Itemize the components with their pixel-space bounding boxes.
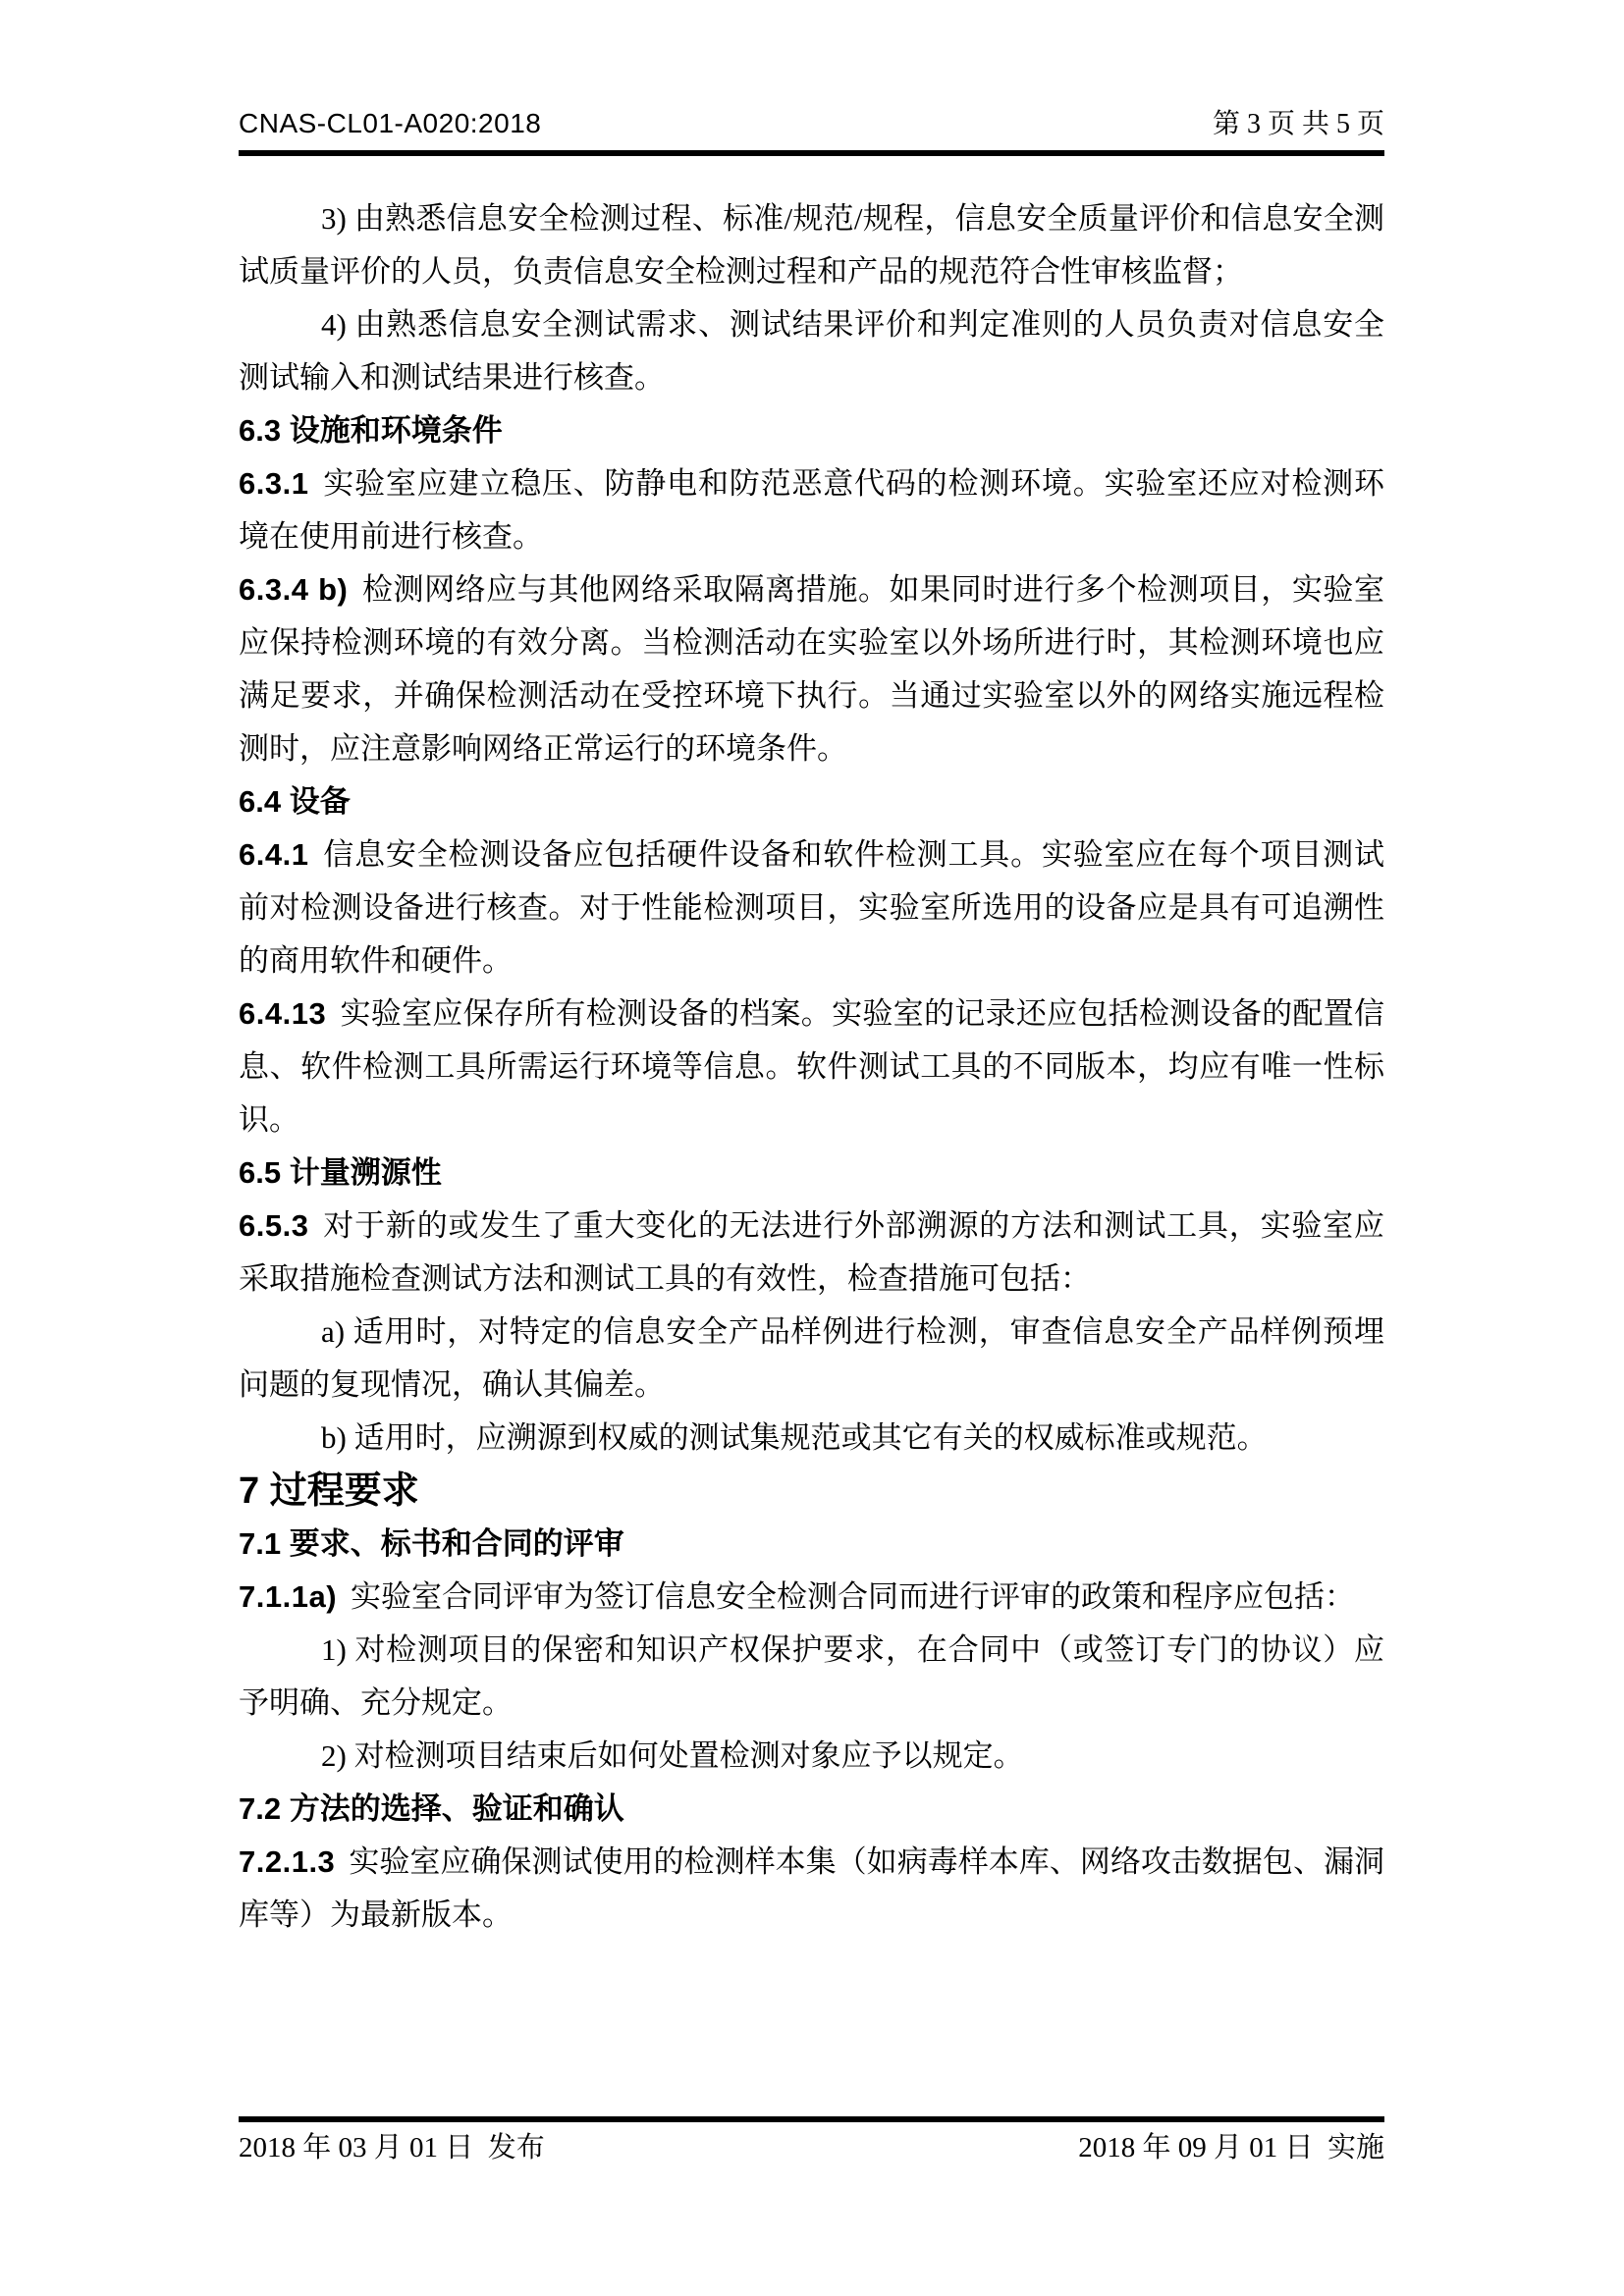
- section-heading-6-4: 6.4 设备: [239, 784, 351, 819]
- list-item-3: 3) 由熟悉信息安全检测过程、标准/规范/规程，信息安全质量评价和信息安全测试质量评价的人员，负责信息安全检测过程和产品的规范符合性审核监督；: [239, 201, 1384, 289]
- implement-date: 2018 年 09 月 01 日 实施: [1078, 2132, 1384, 2163]
- clause-number-6-4-13: 6.4.13: [239, 996, 327, 1031]
- clause-text-6-4-13: 实验室应保存所有检测设备的档案。实验室的记录还应包括检测设备的配置信息、软件检测工具所需运行环境等信息。软件测试工具的不同版本，均应有唯一性标识。: [239, 996, 1384, 1137]
- clause-text-6-4-1: 信息安全检测设备应包括硬件设备和软件检测工具。实验室应在每个项目测试前对检测设备进行核查。对于性能检测项目，实验室所选用的设备应是具有可追溯性的商用软件和硬件。: [239, 837, 1384, 978]
- section-heading-7-1: 7.1 要求、标书和合同的评审: [239, 1526, 624, 1561]
- clause-6-3-4b: [239, 563, 1384, 775]
- header-rule: [239, 150, 1384, 156]
- clause-number-7-1-1a: 7.1.1a): [239, 1579, 338, 1614]
- page-header: [239, 106, 1384, 142]
- clause-number-6-3-1: 6.3.1: [239, 466, 309, 501]
- clause-6-4-13: [239, 988, 1384, 1147]
- footer-rule: [239, 2116, 1384, 2122]
- clause-7-1-1a: [239, 1571, 1384, 1624]
- page-number-indicator: 第 3 页 共 5 页: [1212, 109, 1384, 139]
- clause-text-6-5-3: 对于新的或发生了重大变化的无法进行外部溯源的方法和测试工具，实验室应采取措施检查测试方法和测试工具的有效性，检查措施可包括：: [239, 1208, 1384, 1296]
- list-item-a: a) 适用时，对特定的信息安全产品样例进行检测，审查信息安全产品样例预埋问题的复现情况，确认其偏差。: [239, 1314, 1384, 1402]
- clause-6-3-1: [239, 457, 1384, 563]
- clause-text-7-1-1a: 实验室合同评审为签订信息安全检测合同而进行评审的政策和程序应包括：: [351, 1579, 1356, 1614]
- list-item-4: 4) 由熟悉信息安全测试需求、测试结果评价和判定准则的人员负责对信息安全测试输入和测试结果进行核查。: [239, 307, 1384, 395]
- list-item-1: 1) 对检测项目的保密和知识产权保护要求，在合同中（或签订专门的协议）应予明确、充分规定。: [239, 1632, 1384, 1720]
- clause-6-4-1: [239, 828, 1384, 988]
- clause-number-7-2-1-3: 7.2.1.3: [239, 1844, 336, 1879]
- clause-text-6-3-4b: 检测网络应与其他网络采取隔离措施。如果同时进行多个检测项目，实验室应保持检测环境的有效分离。当检测活动在实验室以外场所进行时，其检测环境也应满足要求，并确保检测活动在受控环境下执行。当通过实验室以外的网络实施远程检测时，应注意影响网络正常运行的环境条件。: [239, 572, 1384, 766]
- clause-6-5-3: [239, 1200, 1384, 1306]
- clause-number-6-4-1: 6.4.1: [239, 837, 309, 872]
- clause-text-6-3-1: 实验室应建立稳压、防静电和防范恶意代码的检测环境。实验室还应对检测环境在使用前进行核查。: [239, 466, 1384, 554]
- clause-number-6-5-3: 6.5.3: [239, 1208, 309, 1243]
- list-item-2: 2) 对检测项目结束后如何处置检测对象应予以规定。: [321, 1738, 1024, 1773]
- page-footer: [239, 2128, 1384, 2167]
- clause-number-6-3-4b: 6.3.4 b): [239, 572, 349, 607]
- section-heading-6-5: 6.5 计量溯源性: [239, 1155, 442, 1190]
- clause-7-2-1-3: [239, 1836, 1384, 1942]
- clause-text-7-2-1-3: 实验室应确保测试使用的检测样本集（如病毒样本库、网络攻击数据包、漏洞库等）为最新版本。: [239, 1844, 1384, 1932]
- section-heading-6-3: 6.3 设施和环境条件: [239, 413, 503, 448]
- doc-code: CNAS-CL01-A020:2018: [239, 108, 542, 138]
- section-heading-7-2: 7.2 方法的选择、验证和确认: [239, 1791, 624, 1826]
- document-body: [239, 192, 1384, 1942]
- chapter-heading-7: 7 过程要求: [239, 1470, 419, 1512]
- list-item-b: b) 适用时，应溯源到权威的测试集规范或其它有关的权威标准或规范。: [321, 1420, 1268, 1455]
- issue-date: 2018 年 03 月 01 日 发布: [239, 2132, 545, 2163]
